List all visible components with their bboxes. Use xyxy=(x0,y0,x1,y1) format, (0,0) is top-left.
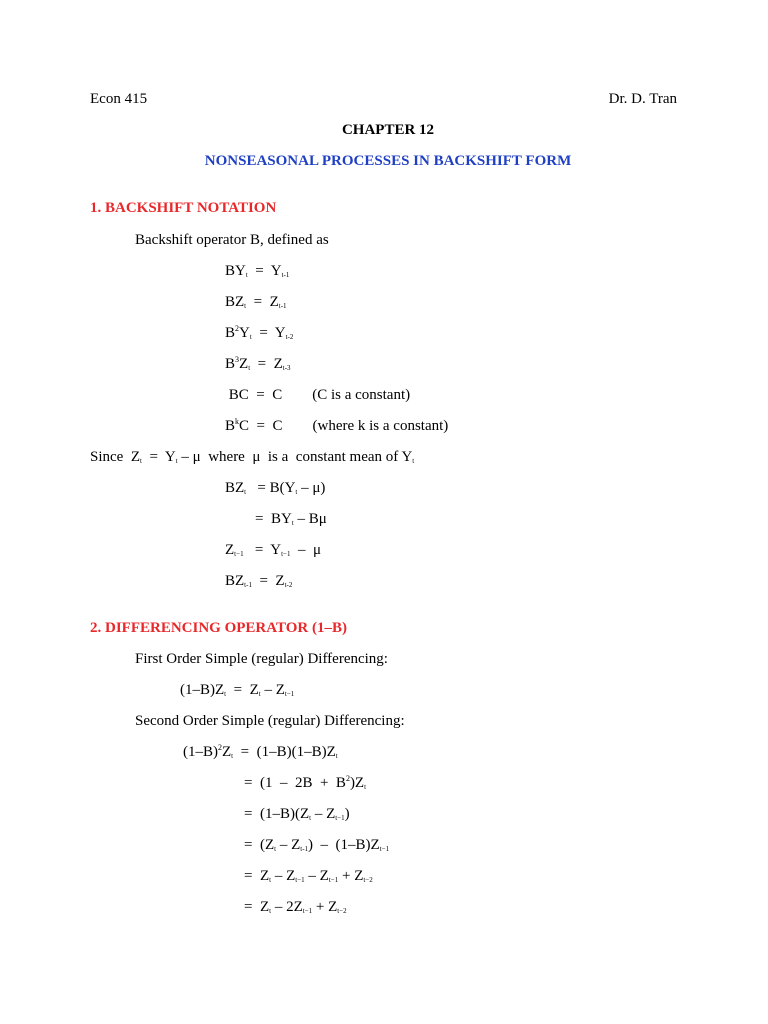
section-heading-differencing: 2. DIFFERENCING OPERATOR (1–B) xyxy=(90,620,347,636)
equation-text: – 2Z xyxy=(271,899,303,915)
equation-line xyxy=(225,543,321,558)
subscript: t-1 xyxy=(300,845,309,853)
equation-text: – μ where μ is a constant mean of Y xyxy=(177,449,413,465)
equation-text: Since Z xyxy=(90,449,140,465)
equation-text: Z xyxy=(239,356,249,372)
subscript: t xyxy=(335,752,338,760)
equation-line xyxy=(244,900,347,915)
subscript: t-1 xyxy=(278,302,287,310)
equation-text: = BY xyxy=(225,511,292,527)
equation-text: BZ xyxy=(225,294,245,310)
equation-text: C = C (where k is a constant) xyxy=(239,418,449,434)
subscript: t−1 xyxy=(295,876,305,884)
subscript: t−1 xyxy=(234,550,244,558)
subscript: t-1 xyxy=(244,581,252,589)
equation-line xyxy=(244,807,350,822)
backshift-intro: Backshift operator B, defined as xyxy=(135,232,329,248)
equation-text: = (1 – 2B + B xyxy=(244,775,346,791)
equation-text: B xyxy=(225,356,236,372)
subscript: t−2 xyxy=(363,876,373,884)
subscript: t xyxy=(364,783,367,791)
equation-text: – Z xyxy=(311,806,336,822)
equation-text: = Y xyxy=(247,263,282,279)
equation-text: = Z xyxy=(244,868,270,884)
subscript: t xyxy=(140,457,142,465)
equation-line xyxy=(225,326,293,341)
subscript: t−2 xyxy=(337,907,347,915)
subscript: t xyxy=(291,519,294,527)
document-title: NONSEASONAL PROCESSES IN BACKSHIFT FORM xyxy=(204,153,572,169)
subscript: t xyxy=(245,271,248,279)
subscript: t xyxy=(269,876,272,884)
equation-text: BZ xyxy=(225,480,245,496)
equation-text: – Z xyxy=(271,868,296,884)
equation-text: = Z xyxy=(246,294,279,310)
superscript: 2 xyxy=(235,324,240,333)
subscript: t-2 xyxy=(284,581,293,589)
subscript: t-2 xyxy=(285,333,294,341)
equation-text: – Z xyxy=(276,837,301,853)
author-label: Dr. D. Tran xyxy=(608,91,677,107)
superscript: 2 xyxy=(345,774,350,783)
equation-text: BZ xyxy=(225,573,245,589)
equation-text: (1–B) xyxy=(183,744,218,760)
equation-line xyxy=(244,838,389,853)
subscript: t−1 xyxy=(335,814,345,822)
first-order-equation xyxy=(180,683,294,698)
second-order-label: Second Order Simple (regular) Differencing: xyxy=(135,713,405,729)
equation-text: Z xyxy=(222,744,232,760)
superscript: 2 xyxy=(218,743,222,752)
equation-line xyxy=(244,776,366,791)
subscript: t xyxy=(224,690,227,698)
subscript: t xyxy=(175,457,178,465)
equation-text: Z xyxy=(225,542,235,558)
equation-line xyxy=(225,264,289,279)
equation-text: ) – (1–B)Z xyxy=(308,837,380,853)
since-statement xyxy=(90,450,414,465)
superscript: k xyxy=(235,417,240,426)
subscript: t−1 xyxy=(302,907,313,915)
equation-text: (1–B)Z xyxy=(180,682,225,698)
subscript: t xyxy=(249,333,252,341)
equation-line xyxy=(225,419,448,434)
subscript: t xyxy=(309,814,312,822)
equation-text: = Z xyxy=(244,899,270,915)
subscript: t xyxy=(248,364,251,372)
equation-text: BY xyxy=(225,263,246,279)
subscript: t xyxy=(244,488,247,496)
equation-text: = Z xyxy=(250,356,283,372)
equation-text: )Z xyxy=(349,775,365,791)
subscript: t-1 xyxy=(281,271,290,279)
equation-text: BC = C (C is a constant) xyxy=(225,387,411,403)
equation-line xyxy=(225,512,327,527)
equation-text: = (Z xyxy=(244,837,275,853)
equation-text: = Y xyxy=(141,449,176,465)
equation-text: = (1–B)(1–B)Z xyxy=(233,744,336,760)
course-label: Econ 415 xyxy=(90,91,148,107)
subscript: t−1 xyxy=(328,876,339,884)
equation-text: – Z xyxy=(304,868,329,884)
equation-text: B xyxy=(225,418,236,434)
equation-line xyxy=(225,295,287,310)
equation-text: ) xyxy=(344,806,350,822)
subscript: t xyxy=(274,845,277,853)
subscript: t xyxy=(258,690,261,698)
subscript: t−1 xyxy=(284,690,295,698)
equation-line xyxy=(225,574,292,589)
section-heading-backshift: 1. BACKSHIFT NOTATION xyxy=(90,200,277,216)
equation-text: = (1–B)(Z xyxy=(244,806,310,822)
equation-text: + Z xyxy=(338,868,364,884)
second-order-equation xyxy=(183,745,338,760)
subscript: t−1 xyxy=(379,845,390,853)
equation-line xyxy=(225,388,410,403)
superscript: 3 xyxy=(235,355,240,364)
equation-text: + Z xyxy=(312,899,338,915)
equation-text: – Z xyxy=(260,682,285,698)
equation-text: = Y xyxy=(243,542,282,558)
subscript: t−1 xyxy=(281,550,291,558)
equation-line xyxy=(225,481,325,496)
equation-text: = Z xyxy=(226,682,259,698)
equation-line xyxy=(225,357,291,372)
subscript: t xyxy=(412,457,415,465)
equation-text: – Bμ xyxy=(293,511,327,527)
equation-text: Y xyxy=(239,325,250,341)
subscript: t-3 xyxy=(282,364,291,372)
subscript: t xyxy=(269,907,272,915)
subscript: t xyxy=(295,488,298,496)
equation-text: = Y xyxy=(251,325,286,341)
first-order-label: First Order Simple (regular) Differencing: xyxy=(135,651,388,667)
equation-text: B xyxy=(225,325,236,341)
equation-text: = Z xyxy=(251,573,285,589)
subscript: t xyxy=(231,752,234,760)
equation-line xyxy=(244,869,373,884)
subscript: t xyxy=(244,302,247,310)
equation-text: – μ) xyxy=(297,480,326,496)
chapter-heading: CHAPTER 12 xyxy=(341,122,435,138)
equation-text: = B(Y xyxy=(246,480,296,496)
equation-text: – μ xyxy=(290,542,322,558)
